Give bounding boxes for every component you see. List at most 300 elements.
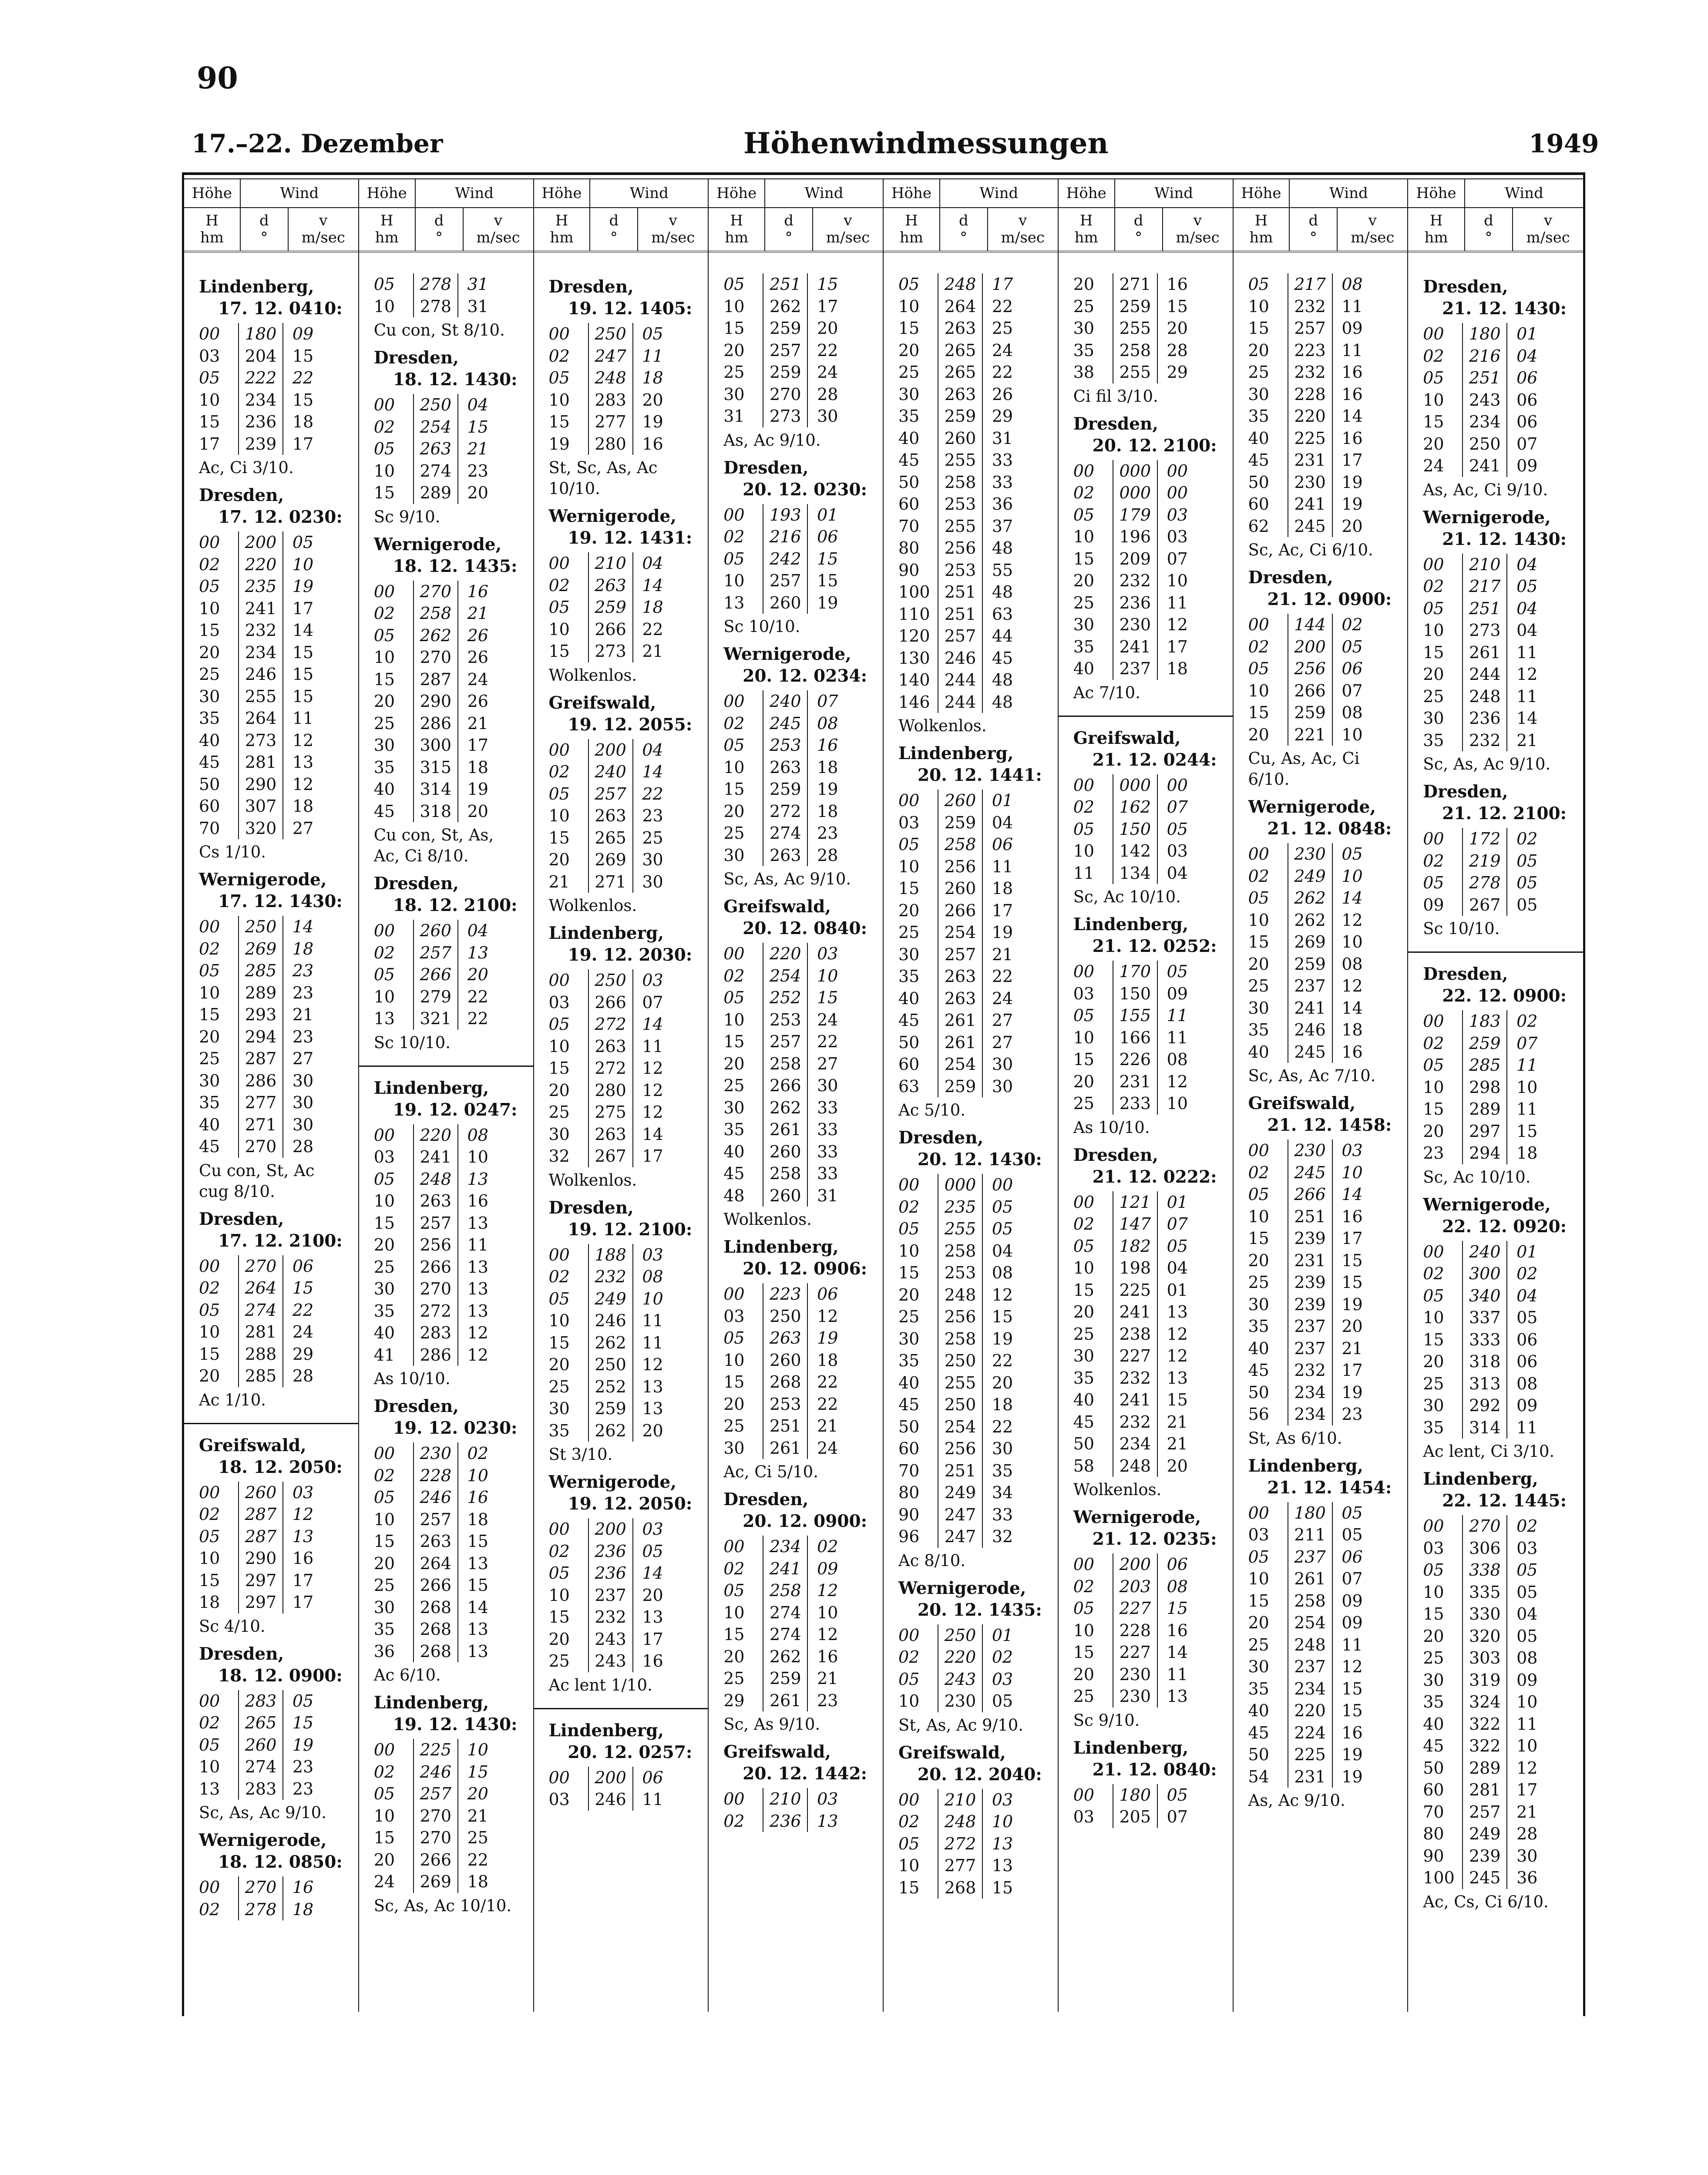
direction-cell: 188	[588, 1244, 633, 1266]
direction-cell: 259	[763, 317, 808, 340]
speed-cell: 12	[642, 1080, 663, 1100]
table-row	[1423, 1603, 1570, 1625]
speed-cell: 04	[467, 921, 488, 941]
table-row	[199, 663, 345, 686]
height-cell: 05	[1423, 368, 1444, 388]
speed-cell: 15	[1516, 1121, 1538, 1141]
table-row	[549, 619, 695, 641]
direction-cell: 251	[763, 1415, 808, 1437]
direction-cell: 237	[1113, 658, 1158, 680]
direction-cell: 272	[938, 1833, 983, 1855]
speed-cell: 14	[1342, 407, 1363, 426]
direction-cell: 257	[413, 1783, 458, 1805]
direction-cell: 228	[1288, 383, 1333, 406]
height-cell: 00	[1073, 1192, 1095, 1212]
direction-cell: 221	[1288, 724, 1333, 746]
speed-cell: 06	[1516, 1330, 1538, 1349]
direction-cell: 232	[588, 1606, 633, 1628]
cloud-note: Ac 5/10.	[898, 1101, 966, 1119]
height-cell: 10	[1073, 527, 1095, 547]
cloud-note: Sc, As, Ac 10/10.	[373, 1896, 512, 1915]
table-row	[1248, 724, 1395, 746]
speed-cell: 19	[992, 923, 1013, 942]
table-row	[199, 1299, 345, 1321]
table-row	[549, 411, 695, 433]
wind-label: Wind	[455, 185, 494, 202]
table-row	[1073, 983, 1220, 1005]
speed-cell: 03	[1342, 1141, 1363, 1160]
speed-cell: 17	[292, 1570, 314, 1590]
direction-cell: 297	[1462, 1120, 1507, 1143]
speed-cell: 05	[642, 1541, 663, 1561]
height-cell: 05	[548, 1563, 570, 1583]
direction-cell: 259	[763, 778, 808, 800]
height-cell: 35	[898, 1351, 920, 1371]
table-row	[1423, 1669, 1570, 1691]
speed-cell: 00	[1167, 483, 1188, 503]
speed-cell: 16	[1342, 384, 1363, 404]
height-cell: 146	[898, 692, 930, 712]
direction-cell: 216	[1462, 345, 1507, 367]
direction-cell: 333	[1462, 1329, 1507, 1351]
direction-cell: 266	[413, 1574, 458, 1597]
observation-time: 22. 12. 1445:	[1442, 1491, 1567, 1511]
height-cell: 15	[1423, 412, 1444, 432]
direction-unit-label: d °	[1290, 208, 1338, 251]
height-cell: 10	[1423, 621, 1444, 640]
direction-cell: 263	[763, 844, 808, 867]
speed-cell: 04	[992, 813, 1013, 832]
speed-cell: 05	[1167, 1236, 1188, 1256]
height-cell: 02	[1073, 1214, 1095, 1234]
speed-cell: 22	[992, 296, 1013, 316]
table-row	[1073, 504, 1220, 526]
table-row	[199, 1712, 345, 1734]
table-row	[1073, 1345, 1220, 1367]
height-cell: 20	[723, 801, 745, 821]
height-cell: 05	[1073, 819, 1095, 839]
direction-cell: 180	[238, 323, 283, 345]
table-row	[374, 1827, 520, 1849]
speed-cell: 16	[817, 736, 838, 755]
height-cell: 00	[898, 1625, 920, 1645]
direction-cell: 273	[588, 640, 633, 662]
direction-cell: 270	[763, 383, 808, 406]
height-cell: 10	[373, 461, 395, 481]
height-cell: 35	[1248, 1020, 1269, 1040]
speed-cell: 25	[467, 1828, 488, 1848]
station-name: Dresden,	[723, 457, 809, 478]
table-row	[1248, 1568, 1395, 1590]
speed-cell: 11	[1516, 686, 1538, 706]
speed-cell: 45	[992, 648, 1013, 668]
table-row	[1423, 686, 1570, 708]
direction-cell: 246	[938, 647, 983, 669]
height-cell: 15	[1423, 1604, 1444, 1624]
height-cell: 25	[373, 1257, 395, 1277]
height-cell: 15	[723, 319, 745, 338]
table-row	[549, 871, 695, 893]
height-cell: 25	[1248, 1635, 1269, 1654]
height-cell: 15	[1073, 1643, 1095, 1662]
measurement-rows	[199, 1876, 345, 1920]
table-row	[898, 1504, 1045, 1526]
direction-cell: 232	[1113, 1411, 1158, 1433]
height-cell: 15	[1248, 932, 1269, 952]
table-row	[199, 1070, 345, 1092]
height-cell: 03	[898, 813, 920, 832]
direction-cell: 224	[1288, 1722, 1333, 1744]
speed-cell: 17	[992, 901, 1013, 920]
table-row	[723, 504, 870, 526]
height-cell: 15	[373, 483, 395, 503]
height-cell: 96	[898, 1527, 920, 1546]
observation-time: 18. 12. 1435:	[393, 556, 518, 576]
station-name: Wernigerode,	[548, 1472, 676, 1492]
height-cell: 40	[199, 730, 220, 750]
table-row	[898, 1174, 1045, 1196]
height-cell: 45	[199, 1137, 220, 1156]
height-cell: 35	[373, 1301, 395, 1321]
height-cell: 25	[898, 1307, 920, 1327]
table-row	[1073, 1279, 1220, 1301]
table-row	[549, 1420, 695, 1442]
direction-cell: 278	[1462, 872, 1507, 894]
height-cell: 15	[1248, 703, 1269, 723]
direction-unit-label: d °	[1115, 208, 1163, 251]
table-row	[374, 1124, 520, 1146]
direction-cell: 196	[1113, 526, 1158, 548]
cloud-note: St, As, Ac 9/10.	[898, 1715, 1024, 1735]
direction-cell: 258	[413, 602, 458, 625]
direction-cell: 259	[938, 405, 983, 427]
observation-time: 20. 12. 0906:	[743, 1259, 867, 1279]
table-row	[549, 323, 695, 345]
speed-cell: 28	[817, 845, 838, 865]
cloud-note: Wolkenlos.	[548, 666, 637, 685]
cloud-note: As, Ac 9/10.	[723, 430, 821, 450]
direction-cell: 306	[1462, 1537, 1507, 1560]
table-row	[723, 570, 870, 592]
speed-cell: 30	[292, 1115, 314, 1134]
station-heading	[374, 1077, 520, 1121]
table-row	[1073, 1389, 1220, 1411]
height-cell: 25	[723, 1076, 745, 1096]
direction-cell: 303	[1462, 1647, 1507, 1669]
measurement-rows	[1073, 1784, 1220, 1828]
height-cell: 40	[1248, 428, 1269, 448]
speed-cell: 22	[642, 619, 663, 639]
direction-cell: 252	[588, 1376, 633, 1398]
height-cell: 20	[723, 1647, 745, 1666]
height-cell: 70	[898, 1461, 920, 1480]
height-cell: 30	[723, 384, 745, 404]
direction-cell: 225	[413, 1739, 458, 1761]
column-body	[1059, 252, 1233, 1828]
speed-cell: 16	[1342, 1042, 1363, 1062]
height-cell: 36	[373, 1641, 395, 1661]
cloud-note: Sc, As, Ac 7/10.	[1248, 1066, 1376, 1085]
station-heading	[199, 484, 345, 528]
height-cell: 02	[199, 1713, 220, 1733]
direction-cell: 313	[1462, 1373, 1507, 1395]
table-row	[1248, 1382, 1395, 1404]
table-row	[1423, 872, 1570, 894]
observation-time: 19. 12. 1430:	[393, 1714, 518, 1735]
speed-cell: 19	[292, 1735, 314, 1755]
speed-cell: 06	[1516, 390, 1538, 410]
height-cell: 15	[199, 621, 220, 640]
speed-cell: 09	[1516, 456, 1538, 476]
speed-cell: 35	[992, 1461, 1013, 1480]
table-row	[1073, 1235, 1220, 1257]
direction-cell: 274	[238, 1756, 283, 1778]
table-row	[723, 1690, 870, 1712]
speed-cell: 28	[292, 1366, 314, 1386]
direction-cell: 262	[588, 1332, 633, 1354]
speed-cell: 17	[1342, 450, 1363, 470]
direction-cell: 231	[1113, 1071, 1158, 1093]
station-name: Greifswald,	[1248, 1093, 1356, 1113]
height-cell: 10	[1248, 296, 1269, 316]
height-cell: 30	[548, 1124, 570, 1144]
height-cell: 10	[1248, 1207, 1269, 1226]
table-row	[723, 1437, 870, 1459]
measurement-rows	[549, 1518, 695, 1672]
table-row	[199, 389, 345, 411]
table-row	[898, 877, 1045, 900]
direction-cell: 320	[1462, 1625, 1507, 1647]
height-cell: 60	[199, 797, 220, 816]
speed-cell: 14	[1342, 998, 1363, 1018]
speed-cell: 05	[992, 1691, 1013, 1711]
table-row	[898, 427, 1045, 450]
station-name: Lindenberg,	[199, 277, 314, 297]
direction-cell: 251	[938, 1460, 983, 1482]
table-row	[1423, 389, 1570, 411]
speed-cell: 14	[292, 621, 314, 640]
height-cell: 40	[199, 1115, 220, 1134]
height-cell: 10	[373, 1509, 395, 1529]
direction-cell: 237	[588, 1584, 633, 1607]
table-row	[723, 1415, 870, 1437]
height-cell: 05	[1423, 1056, 1444, 1075]
observation-time: 21. 12. 0235:	[1092, 1529, 1217, 1549]
speed-cell: 05	[1516, 873, 1538, 893]
height-cell: 10	[723, 1350, 745, 1370]
height-cell: 05	[898, 1669, 920, 1689]
measurement-rows	[723, 273, 870, 427]
table-row	[1073, 1049, 1220, 1071]
table-row	[199, 916, 345, 938]
table-row	[1073, 1553, 1220, 1576]
height-cell: 20	[373, 1553, 395, 1573]
speed-cell: 32	[992, 1527, 1013, 1546]
height-cell: 00	[898, 1790, 920, 1809]
height-cell: 41	[373, 1345, 395, 1365]
speed-cell: 19	[992, 1329, 1013, 1348]
table-row	[1248, 1271, 1395, 1294]
speed-cell: 17	[1516, 1780, 1538, 1800]
table-row	[549, 805, 695, 827]
speed-cell: 13	[467, 1279, 488, 1299]
direction-cell: 232	[1113, 570, 1158, 592]
height-cell: 30	[1248, 1657, 1269, 1677]
direction-cell: 234	[1288, 1382, 1333, 1404]
table-row	[374, 1146, 520, 1168]
height-cell: 15	[199, 1005, 220, 1025]
direction-cell: 236	[238, 411, 283, 433]
station-name: Lindenberg,	[1073, 1738, 1189, 1758]
table-row	[1073, 1005, 1220, 1027]
speed-cell: 04	[642, 554, 663, 573]
height-cell: 90	[1423, 1846, 1444, 1866]
speed-cell: 05	[1167, 819, 1188, 839]
height-cell: 05	[199, 961, 220, 981]
table-row	[723, 383, 870, 406]
direction-cell: 290	[238, 1547, 283, 1570]
direction-cell: 280	[588, 433, 633, 455]
direction-cell: 261	[763, 1437, 808, 1459]
direction-cell: 265	[938, 340, 983, 362]
speed-unit-label: v m/sec	[1351, 212, 1395, 246]
station-heading	[1248, 796, 1395, 840]
speed-cell: 02	[1516, 829, 1538, 849]
measurement-rows	[1423, 1515, 1570, 1889]
direction-cell: 230	[938, 1690, 983, 1712]
direction-cell: 260	[763, 1349, 808, 1372]
table-row	[1423, 1625, 1570, 1647]
speed-cell: 30	[992, 1439, 1013, 1459]
table-row	[1248, 1612, 1395, 1634]
speed-cell: 00	[992, 1175, 1013, 1195]
speed-cell: 22	[817, 1372, 838, 1392]
direction-cell: 297	[238, 1591, 283, 1614]
direction-cell: 286	[413, 1344, 458, 1366]
speed-cell: 07	[1167, 1807, 1188, 1827]
height-cell: 40	[723, 1142, 745, 1161]
column-header	[1234, 179, 1408, 252]
direction-cell: 270	[413, 1805, 458, 1827]
table-row	[374, 1509, 520, 1531]
direction-cell: 155	[1113, 1005, 1158, 1027]
height-cell: 05	[723, 1581, 745, 1600]
table-row	[199, 1004, 345, 1026]
height-cell: 10	[723, 571, 745, 591]
table-row	[1248, 909, 1395, 931]
measurement-rows	[1248, 614, 1395, 746]
table-row	[1423, 1757, 1570, 1779]
table-row	[1248, 931, 1395, 953]
direction-cell: 203	[1113, 1576, 1158, 1598]
direction-cell: 200	[588, 1518, 633, 1540]
table-row	[1073, 818, 1220, 840]
direction-cell: 248	[413, 1168, 458, 1190]
height-cell: 20	[373, 1235, 395, 1255]
observation-time: 21. 12. 1430:	[1442, 529, 1567, 549]
direction-cell: 220	[238, 554, 283, 576]
measurement-rows	[1248, 843, 1395, 1063]
observation-time: 19. 12. 2030:	[568, 945, 693, 965]
height-cell: 19	[548, 434, 570, 454]
table-row	[374, 438, 520, 460]
table-row	[1248, 1722, 1395, 1744]
table-row	[1423, 1098, 1570, 1120]
height-cell: 15	[373, 1532, 395, 1551]
speed-cell: 12	[292, 774, 314, 794]
measurement-rows	[374, 581, 520, 823]
speed-cell: 06	[1516, 412, 1538, 432]
height-cell: 10	[1423, 390, 1444, 410]
table-row	[1073, 774, 1220, 797]
hoehe-label: Höhe	[1408, 179, 1465, 207]
speed-cell: 17	[292, 1593, 314, 1612]
height-cell: 05	[723, 736, 745, 755]
table-row	[374, 581, 520, 603]
hoehe-label: Höhe	[709, 179, 765, 207]
direction-cell: 251	[938, 603, 983, 625]
speed-cell: 22	[467, 1009, 488, 1029]
cloud-note: Sc, As, Ac 9/10.	[199, 1803, 326, 1822]
speed-cell: 02	[1516, 1012, 1538, 1031]
speed-cell: 17	[817, 296, 838, 316]
speed-cell: 15	[292, 390, 314, 410]
direction-cell: 269	[588, 849, 633, 871]
speed-cell: 15	[1342, 1273, 1363, 1292]
speed-cell: 05	[1516, 1582, 1538, 1602]
speed-cell: 14	[642, 762, 663, 782]
table-row	[723, 273, 870, 296]
direction-cell: 239	[238, 433, 283, 455]
height-unit-label: H hm	[359, 208, 416, 251]
height-cell: 10	[898, 857, 920, 876]
height-cell: 00	[548, 971, 570, 990]
table-row	[374, 625, 520, 647]
table-row	[898, 1624, 1045, 1647]
direction-cell: 200	[588, 739, 633, 761]
observation-time: 21. 12. 1454:	[1267, 1477, 1392, 1498]
direction-cell: 234	[238, 389, 283, 411]
cloud-note: Sc 9/10.	[373, 507, 440, 526]
cloud-note: Wolkenlos.	[548, 1170, 637, 1190]
column-body	[884, 252, 1058, 1899]
table-row	[1073, 482, 1220, 504]
cloud-note: Cu con, St, As, Ac, Ci 8/10.	[373, 826, 494, 865]
speed-cell: 16	[642, 434, 663, 454]
table-row	[374, 778, 520, 800]
height-cell: 03	[373, 1147, 395, 1167]
direction-cell: 254	[938, 1416, 983, 1438]
speed-unit-label: v m/sec	[1001, 212, 1045, 246]
speed-cell: 15	[1342, 1679, 1363, 1698]
speed-cell: 08	[1342, 954, 1363, 974]
direction-cell: 270	[238, 1136, 283, 1158]
height-cell: 02	[723, 966, 745, 985]
height-cell: 70	[199, 818, 220, 838]
direction-cell: 241	[1288, 493, 1333, 515]
height-cell: 20	[548, 1355, 570, 1375]
height-cell: 05	[723, 1328, 745, 1348]
cloud-note: St, Sc, As, Ac 10/10.	[548, 458, 658, 498]
table-row	[199, 1503, 345, 1526]
direction-cell: 237	[1288, 1656, 1333, 1678]
direction-cell: 272	[763, 800, 808, 823]
height-unit-label: H hm	[534, 208, 591, 251]
height-cell: 35	[1423, 1692, 1444, 1712]
measurement-rows	[1073, 273, 1220, 383]
height-cell: 35	[199, 709, 220, 728]
speed-cell: 20	[1167, 319, 1188, 338]
